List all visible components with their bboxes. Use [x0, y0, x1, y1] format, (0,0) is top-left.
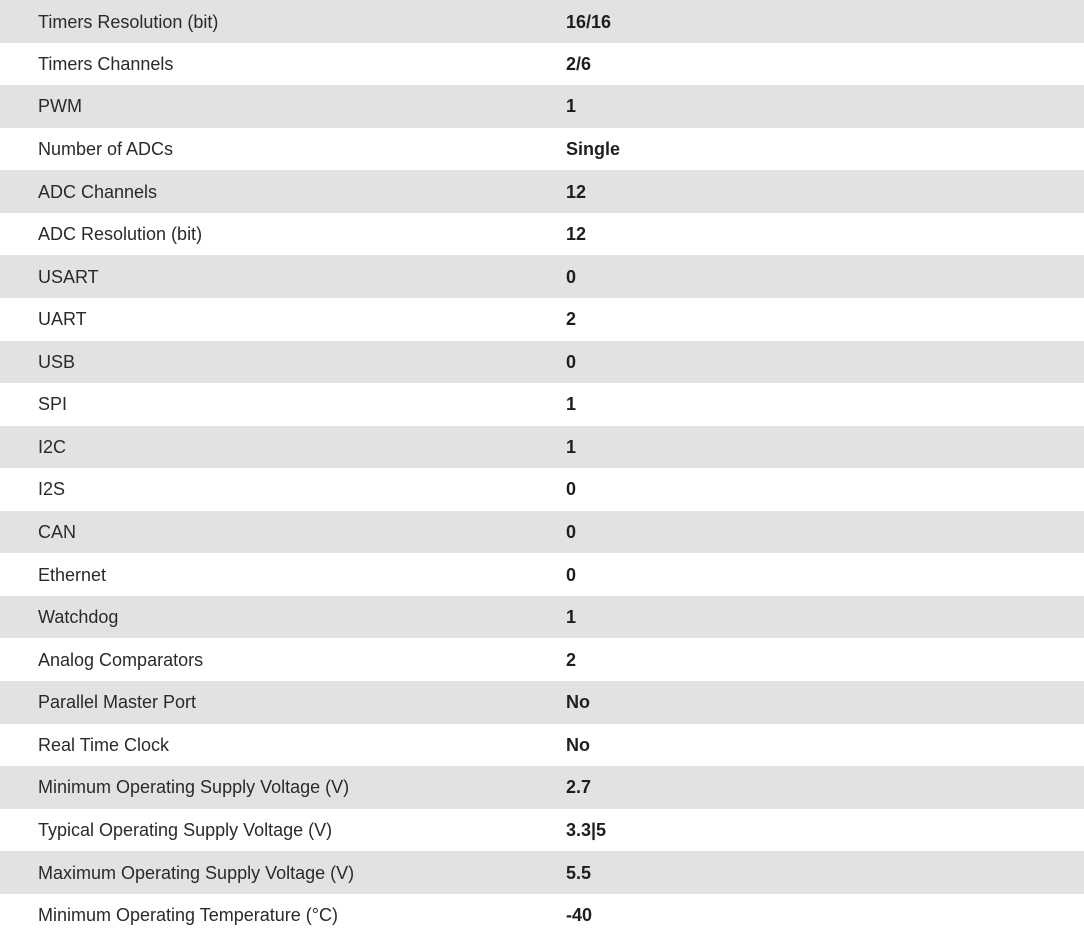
- table-row: [0, 43, 1084, 86]
- table-row: [0, 170, 1084, 213]
- spec-value: 0: [566, 479, 577, 500]
- spec-label: USB: [38, 351, 76, 372]
- spec-value: 2: [566, 649, 577, 670]
- spec-label: Number of ADCs: [38, 138, 174, 159]
- table-row: [0, 596, 1084, 639]
- spec-label: UART: [38, 309, 87, 330]
- spec-value: 1: [566, 394, 577, 415]
- spec-value: 1: [566, 436, 577, 457]
- spec-value: 0: [566, 266, 577, 287]
- spec-value: 12: [566, 181, 587, 202]
- spec-value: No: [566, 692, 590, 713]
- spec-value: No: [566, 734, 590, 755]
- spec-value: 0: [566, 564, 577, 585]
- spec-label: ADC Channels: [38, 181, 158, 202]
- spec-label: CAN: [38, 522, 77, 543]
- spec-label: Timers Channels: [38, 53, 174, 74]
- spec-label: Timers Resolution (bit): [38, 11, 219, 32]
- spec-label: SPI: [38, 394, 68, 415]
- spec-label: Ethernet: [38, 564, 107, 585]
- table-row: [0, 851, 1084, 894]
- table-row: [0, 298, 1084, 341]
- table-row: [0, 128, 1084, 171]
- spec-value: 3.3|5: [566, 819, 607, 840]
- spec-label: I2C: [38, 436, 67, 457]
- table-row: [0, 681, 1084, 724]
- spec-label: Minimum Operating Temperature (°C): [38, 905, 338, 926]
- table-row: [0, 0, 1084, 43]
- spec-label: USART: [38, 266, 99, 287]
- spec-value: 1: [566, 607, 577, 628]
- spec-value: Single: [566, 138, 621, 159]
- spec-value: -40: [566, 905, 593, 926]
- table-row: [0, 638, 1084, 681]
- spec-value: 2.7: [566, 777, 592, 798]
- spec-label: Maximum Operating Supply Voltage (V): [38, 862, 355, 883]
- spec-value: 16/16: [566, 11, 612, 32]
- spec-value: 2/6: [566, 53, 592, 74]
- table-row: [0, 213, 1084, 256]
- table-row: [0, 341, 1084, 384]
- table-row: [0, 468, 1084, 511]
- table-row: [0, 724, 1084, 767]
- spec-value: 12: [566, 224, 587, 245]
- spec-value: 0: [566, 351, 577, 372]
- spec-label: Watchdog: [38, 607, 119, 628]
- table-row: [0, 894, 1084, 936]
- spec-label: I2S: [38, 479, 66, 500]
- spec-value: 0: [566, 522, 577, 543]
- table-row: [0, 383, 1084, 426]
- spec-label: Analog Comparators: [38, 649, 204, 670]
- spec-label: Minimum Operating Supply Voltage (V): [38, 777, 350, 798]
- table-row: [0, 511, 1084, 554]
- table-row: [0, 766, 1084, 809]
- table-row: [0, 426, 1084, 469]
- spec-value: 1: [566, 96, 577, 117]
- spec-label: Parallel Master Port: [38, 692, 197, 713]
- spec-label: Real Time Clock: [38, 734, 170, 755]
- table-row: [0, 809, 1084, 852]
- spec-label: Typical Operating Supply Voltage (V): [38, 819, 333, 840]
- spec-value: 2: [566, 309, 577, 330]
- spec-value: 5.5: [566, 862, 592, 883]
- table-row: [0, 85, 1084, 128]
- spec-label: ADC Resolution (bit): [38, 224, 203, 245]
- spec-label: PWM: [38, 96, 82, 117]
- table-row: [0, 553, 1084, 596]
- table-row: [0, 255, 1084, 298]
